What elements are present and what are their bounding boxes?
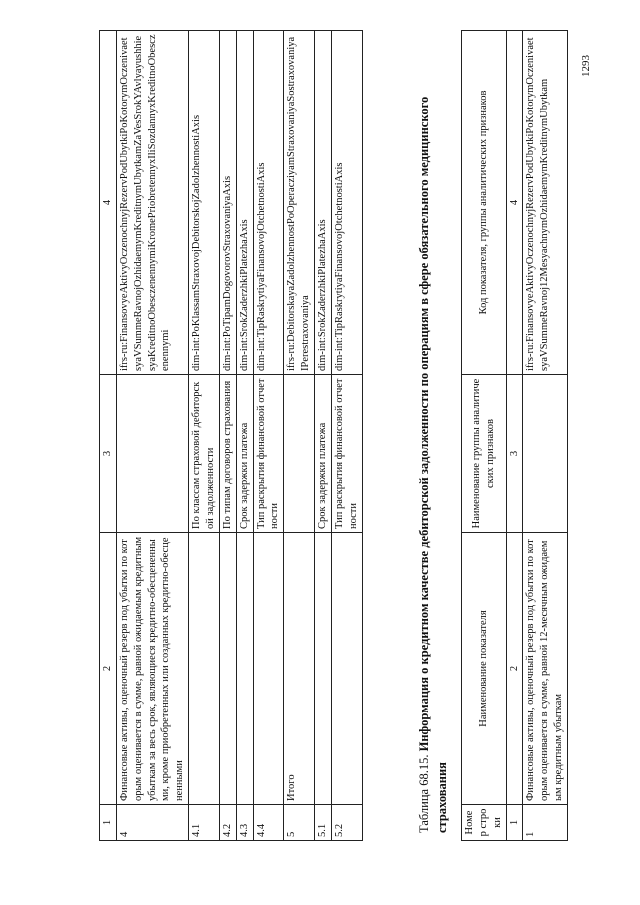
table-continuation bbox=[99, 30, 363, 841]
header-cell: Наименование показателя bbox=[462, 533, 507, 805]
table-header-row bbox=[462, 31, 507, 841]
caption-prefix: Таблица 68.15. bbox=[417, 751, 431, 833]
row-number: 1 bbox=[523, 805, 568, 841]
row-number: 5.1 bbox=[315, 805, 332, 841]
table-header-row bbox=[100, 31, 117, 841]
row-name bbox=[331, 533, 362, 805]
row-code: dim-int:SrokZaderzhkiPlatezhaAxis bbox=[236, 31, 253, 375]
row-group: Тип раскрытия финансовой отчетности bbox=[253, 375, 284, 533]
table-row bbox=[315, 31, 332, 841]
table-row bbox=[116, 31, 188, 841]
caption-title: Информация о кредитном качестве дебиторской задолженности по операциям в сфере обязательного медицинского страхования bbox=[417, 96, 450, 833]
table-row bbox=[236, 31, 253, 841]
row-number: 4 bbox=[116, 805, 188, 841]
row-group: Срок задержки платежа bbox=[236, 375, 253, 533]
row-group: По типам договоров страхования bbox=[219, 375, 236, 533]
row-number: 5.2 bbox=[331, 805, 362, 841]
row-code: dim-int:SrokZaderzhkiPlatezhaAxis bbox=[315, 31, 332, 375]
table-row bbox=[219, 31, 236, 841]
row-name bbox=[219, 533, 236, 805]
table-row bbox=[284, 31, 315, 841]
table-68-15 bbox=[461, 30, 568, 841]
page-number: 1293 bbox=[580, 55, 592, 77]
table-caption bbox=[415, 73, 451, 833]
header-cell: Номер строки bbox=[462, 805, 507, 841]
row-number: 4.2 bbox=[219, 805, 236, 841]
header-cell: 3 bbox=[100, 375, 117, 533]
row-name: Итого bbox=[284, 533, 315, 805]
row-group bbox=[116, 375, 188, 533]
row-code: ifrs-ru:DebitorskayaZadolzhennostPoOperacziyamStraxovaniyaSostraxovaniyaIPerestraxovaniya bbox=[284, 31, 315, 375]
row-number: 4.4 bbox=[253, 805, 284, 841]
table-row bbox=[253, 31, 284, 841]
row-code: ifrs-ru:FinansovyeAktivyOczenochnyjRezervPodUbytkiPoKotorymOczenivaetsyaVSummeRavnoj12MesyachnymOzhidaemymKreditnymUbytkam bbox=[523, 31, 568, 375]
column-number-row bbox=[506, 31, 523, 841]
row-code: dim-int:TipRaskrytiyaFinansovojOtchetnostiAxis bbox=[331, 31, 362, 375]
row-group: Срок задержки платежа bbox=[315, 375, 332, 533]
row-name bbox=[253, 533, 284, 805]
row-group: Тип раскрытия финансовой отчетности bbox=[331, 375, 362, 533]
header-cell: Наименование группы аналитических признаков bbox=[462, 375, 507, 533]
row-name: Финансовые активы, оценочный резерв под убытки по которым оценивается в сумме, равной 12-месячным ожидаемым кредитным убыткам bbox=[523, 533, 568, 805]
row-group bbox=[284, 375, 315, 533]
row-code: dim-int:TipRaskrytiyaFinansovojOtchetnostiAxis bbox=[253, 31, 284, 375]
row-number: 5 bbox=[284, 805, 315, 841]
row-code: dim-int:PoTipamDogovorovStraxovaniyaAxis bbox=[219, 31, 236, 375]
row-code: dim-int:PoKlassamStraxovojDebitorskojZadolzhennostiAxis bbox=[189, 31, 220, 375]
column-number: 4 bbox=[506, 31, 523, 375]
header-cell: 4 bbox=[100, 31, 117, 375]
header-cell: 1 bbox=[100, 805, 117, 841]
row-name bbox=[315, 533, 332, 805]
row-number: 4.1 bbox=[189, 805, 220, 841]
header-cell: Код показателя, группы аналитических признаков bbox=[462, 31, 507, 375]
table-row bbox=[331, 31, 362, 841]
row-group: По классам страховой дебиторской задолженности bbox=[189, 375, 220, 533]
row-code: ifrs-ru:FinansovyeAktivyOczenochnyjRezervPodUbytkiPoKotorymOczenivaetsyaVSummeRavnojOzhidaemymKreditnymUbytkamZaVesSrokYAvlyayushhiesyaKreditnoObesczenennymiKromePriobretennyxIliSozdannyxKreditnoObesczenennymi bbox=[116, 31, 188, 375]
header-cell: 2 bbox=[100, 533, 117, 805]
row-name bbox=[236, 533, 253, 805]
row-number: 4.3 bbox=[236, 805, 253, 841]
table-row bbox=[189, 31, 220, 841]
row-group bbox=[523, 375, 568, 533]
row-name: Финансовые активы, оценочный резерв под убытки по которым оценивается в сумме, равной ожидаемым кредитным убыткам за весь срок, являющиеся кредитно-обесцененными, кроме приобретенных или созданных кредитно-обесцененными bbox=[116, 533, 188, 805]
table-row bbox=[523, 31, 568, 841]
column-number: 1 bbox=[506, 805, 523, 841]
row-name bbox=[189, 533, 220, 805]
column-number: 2 bbox=[506, 533, 523, 805]
column-number: 3 bbox=[506, 375, 523, 533]
